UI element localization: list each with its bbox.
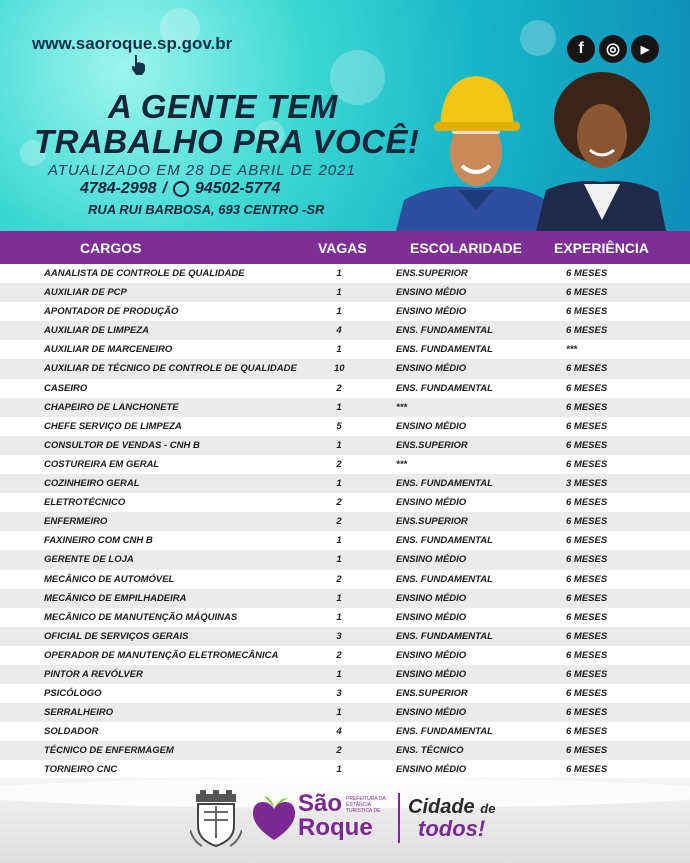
table-row xyxy=(0,493,690,512)
cell-vagas: 2 xyxy=(336,458,342,470)
cell-escolaridade: ENS. FUNDAMENTAL xyxy=(396,325,493,337)
cell-escolaridade: ENSINO MÉDIO xyxy=(396,363,467,375)
cell-escolaridade: *** xyxy=(396,401,408,413)
cell-vagas: 5 xyxy=(336,420,342,432)
slogan-todos: todos! xyxy=(418,816,486,841)
cell-escolaridade: ENS.SUPERIOR xyxy=(396,688,468,700)
cell-experiencia: 6 MESES xyxy=(566,611,608,623)
cell-vagas: 4 xyxy=(336,726,342,738)
cell-experiencia: 6 MESES xyxy=(566,420,608,432)
table-row xyxy=(0,760,690,779)
cell-escolaridade: ENSINO MÉDIO xyxy=(396,554,467,566)
cell-cargo: CONSULTOR DE VENDAS - CNH B xyxy=(44,439,200,451)
cell-cargo: AUXILIAR DE MARCENEIRO xyxy=(44,344,173,356)
cell-vagas: 2 xyxy=(336,745,342,757)
cell-experiencia: 6 MESES xyxy=(566,764,608,776)
table-row xyxy=(0,646,690,665)
footer-divider xyxy=(398,793,400,843)
cell-cargo: CHAPEIRO DE LANCHONETE xyxy=(44,401,179,413)
facebook-icon[interactable]: f xyxy=(567,35,595,63)
column-header-cargos: CARGOS xyxy=(80,240,142,256)
cell-cargo: SERRALHEIRO xyxy=(44,707,114,719)
cell-escolaridade: ENS.SUPERIOR xyxy=(396,516,468,528)
cell-cargo: MECÂNICO DE MANUTENÇÃO MÁQUINAS xyxy=(44,611,238,623)
table-row xyxy=(0,474,690,493)
cell-cargo: ELETROTÉCNICO xyxy=(44,497,126,509)
cell-cargo: AANALISTA DE CONTROLE DE QUALIDADE xyxy=(44,268,245,279)
cell-experiencia: 6 MESES xyxy=(566,592,608,604)
address: RUA RUI BARBOSA, 693 CENTRO -SR xyxy=(88,202,325,217)
footer xyxy=(0,778,690,863)
table-row xyxy=(0,340,690,359)
cell-experiencia: 6 MESES xyxy=(566,325,608,337)
cell-cargo: AUXILIAR DE LIMPEZA xyxy=(44,325,150,337)
cell-escolaridade: ENS. TÉCNICO xyxy=(396,745,464,757)
cell-vagas: 1 xyxy=(336,287,342,299)
cell-cargo: AUXILIAR DE TÉCNICO DE CONTROLE DE QUALIDADE xyxy=(44,363,297,375)
cell-cargo: ENFERMEIRO xyxy=(44,516,108,528)
column-header-vagas: VAGAS xyxy=(318,240,367,256)
cell-cargo: APONTADOR DE PRODUÇÃO xyxy=(44,306,179,318)
table-row xyxy=(0,379,690,398)
cell-vagas: 1 xyxy=(336,401,342,413)
cell-experiencia: 6 MESES xyxy=(566,516,608,528)
cell-escolaridade: ENS. FUNDAMENTAL xyxy=(396,478,493,490)
table-row xyxy=(0,417,690,436)
cell-cargo: GERENTE DE LOJA xyxy=(44,554,134,566)
cell-vagas: 2 xyxy=(336,516,342,528)
cell-escolaridade: ENSINO MÉDIO xyxy=(396,306,467,318)
cell-cargo: CHEFE SERVIÇO DE LIMPEZA xyxy=(44,420,182,432)
phone-separator: / xyxy=(162,180,167,197)
table-row xyxy=(0,512,690,531)
cell-cargo: CASEIRO xyxy=(44,382,88,394)
brand-caption: PREFEITURA DA ESTÂNCIA TURÍSTICA DE xyxy=(346,796,386,814)
table-row xyxy=(0,665,690,684)
cell-escolaridade: ENS. FUNDAMENTAL xyxy=(396,344,493,356)
cell-experiencia: 6 MESES xyxy=(566,458,608,470)
table-row xyxy=(0,359,690,378)
table-row xyxy=(0,531,690,550)
cell-escolaridade: ENSINO MÉDIO xyxy=(396,611,467,623)
cell-escolaridade: ENSINO MÉDIO xyxy=(396,420,467,432)
cell-escolaridade: ENS.SUPERIOR xyxy=(396,268,468,279)
cell-experiencia: 6 MESES xyxy=(566,573,608,585)
cell-experiencia: 6 MESES xyxy=(566,630,608,642)
workers-photo xyxy=(396,70,666,231)
updated-date: ATUALIZADO EM 28 DE ABRIL DE 2021 xyxy=(48,162,356,179)
cell-experiencia: 6 MESES xyxy=(566,363,608,375)
cell-experiencia: 6 MESES xyxy=(566,401,608,413)
cell-experiencia: 6 MESES xyxy=(566,649,608,661)
phone-number: 4784-2998 xyxy=(80,180,157,197)
table-row xyxy=(0,264,690,283)
cell-vagas: 10 xyxy=(334,363,345,375)
cell-vagas: 2 xyxy=(336,497,342,509)
cell-cargo: MECÂNICO DE EMPILHADEIRA xyxy=(44,592,187,604)
slogan-cidade: Cidade de xyxy=(408,796,496,818)
table-row xyxy=(0,722,690,741)
cell-experiencia: 6 MESES xyxy=(566,287,608,299)
sao-roque-heart-logo-icon xyxy=(250,796,298,842)
cell-escolaridade: ENSINO MÉDIO xyxy=(396,497,467,509)
cell-cargo: OPERADOR DE MANUTENÇÃO ELETROMECÂNICA xyxy=(44,649,279,661)
cell-cargo: PSICÓLOGO xyxy=(44,688,102,700)
cell-cargo: PINTOR A REVÓLVER xyxy=(44,668,143,680)
column-header-escolaridade: ESCOLARIDADE xyxy=(410,240,523,256)
cell-experiencia: 6 MESES xyxy=(566,497,608,509)
headline-line1: A GENTE TEM xyxy=(108,88,338,125)
cell-cargo: TÉCNICO DE ENFERMAGEM xyxy=(44,745,174,757)
header-banner xyxy=(0,0,690,231)
cell-vagas: 3 xyxy=(336,630,342,642)
cell-escolaridade: *** xyxy=(396,458,408,470)
cell-cargo: MECÂNICO DE AUTOMÓVEL xyxy=(44,573,175,585)
cell-experiencia: 6 MESES xyxy=(566,382,608,394)
cell-escolaridade: ENSINO MÉDIO xyxy=(396,707,467,719)
cell-vagas: 1 xyxy=(336,268,342,279)
cell-cargo: TORNEIRO CNC xyxy=(44,764,118,776)
cell-vagas: 1 xyxy=(336,668,342,680)
cell-cargo: COZINHEIRO GERAL xyxy=(44,478,140,490)
brand-name: São Roque xyxy=(298,790,373,841)
column-header-experiencia: EXPERIÊNCIA xyxy=(554,240,649,256)
table-row xyxy=(0,570,690,589)
table-row xyxy=(0,550,690,569)
cell-escolaridade: ENSINO MÉDIO xyxy=(396,649,467,661)
table-row xyxy=(0,398,690,417)
cell-vagas: 1 xyxy=(336,707,342,719)
cell-cargo: OFICIAL DE SERVIÇOS GERAIS xyxy=(44,630,189,642)
table-row xyxy=(0,302,690,321)
whatsapp-icon xyxy=(173,181,189,197)
pointer-hand-icon xyxy=(129,54,147,76)
table-row xyxy=(0,608,690,627)
cell-experiencia: *** xyxy=(566,344,578,356)
cell-escolaridade: ENS. FUNDAMENTAL xyxy=(396,535,493,547)
table-row xyxy=(0,684,690,703)
bokeh-light xyxy=(520,20,556,56)
city-coat-of-arms-icon xyxy=(190,790,242,850)
cell-vagas: 1 xyxy=(336,554,342,566)
cell-experiencia: 6 MESES xyxy=(566,439,608,451)
cell-experiencia: 6 MESES xyxy=(566,268,608,279)
cell-escolaridade: ENS. FUNDAMENTAL xyxy=(396,573,493,585)
cell-vagas: 4 xyxy=(336,325,342,337)
cell-escolaridade: ENS. FUNDAMENTAL xyxy=(396,630,493,642)
cell-escolaridade: ENS.SUPERIOR xyxy=(396,439,468,451)
instagram-icon[interactable]: ◎ xyxy=(599,35,627,63)
cell-cargo: COSTUREIRA EM GERAL xyxy=(44,458,160,470)
cell-vagas: 2 xyxy=(336,573,342,585)
table-row xyxy=(0,627,690,646)
headline-line2: TRABALHO PRA VOCÊ! xyxy=(34,123,420,160)
cell-experiencia: 6 MESES xyxy=(566,726,608,738)
table-row xyxy=(0,703,690,722)
cell-escolaridade: ENSINO MÉDIO xyxy=(396,764,467,776)
cell-vagas: 1 xyxy=(336,611,342,623)
table-row xyxy=(0,436,690,455)
cell-vagas: 1 xyxy=(336,535,342,547)
table-row xyxy=(0,741,690,760)
cell-escolaridade: ENSINO MÉDIO xyxy=(396,592,467,604)
cell-vagas: 1 xyxy=(336,306,342,318)
cell-vagas: 2 xyxy=(336,649,342,661)
cell-escolaridade: ENSINO MÉDIO xyxy=(396,287,467,299)
website-link[interactable]: www.saoroque.sp.gov.br xyxy=(32,34,233,53)
cell-vagas: 1 xyxy=(336,592,342,604)
cell-escolaridade: ENSINO MÉDIO xyxy=(396,668,467,680)
table-row xyxy=(0,283,690,302)
cell-cargo: AUXILIAR DE PCP xyxy=(44,287,127,299)
table-row xyxy=(0,589,690,608)
cell-experiencia: 6 MESES xyxy=(566,707,608,719)
table-header xyxy=(0,231,690,264)
cell-vagas: 1 xyxy=(336,344,342,356)
cell-experiencia: 6 MESES xyxy=(566,688,608,700)
cell-experiencia: 6 MESES xyxy=(566,745,608,757)
cell-experiencia: 3 MESES xyxy=(566,478,608,490)
bokeh-light xyxy=(330,50,385,105)
vacancy-table xyxy=(0,264,690,780)
cell-escolaridade: ENS. FUNDAMENTAL xyxy=(396,726,493,738)
cell-experiencia: 6 MESES xyxy=(566,535,608,547)
cell-cargo: FAXINEIRO COM CNH B xyxy=(44,535,153,547)
table-row xyxy=(0,455,690,474)
cell-vagas: 2 xyxy=(336,382,342,394)
cell-escolaridade: ENS. FUNDAMENTAL xyxy=(396,382,493,394)
contact-phones xyxy=(80,180,280,198)
cell-experiencia: 6 MESES xyxy=(566,306,608,318)
cell-experiencia: 6 MESES xyxy=(566,554,608,566)
table-row xyxy=(0,321,690,340)
cell-experiencia: 6 MESES xyxy=(566,668,608,680)
cell-vagas: 1 xyxy=(336,439,342,451)
youtube-icon[interactable]: ▶ xyxy=(631,35,659,63)
cell-cargo: SOLDADOR xyxy=(44,726,99,738)
cell-vagas: 1 xyxy=(336,764,342,776)
cell-vagas: 1 xyxy=(336,478,342,490)
cell-vagas: 3 xyxy=(336,688,342,700)
whatsapp-number: 94502-5774 xyxy=(194,180,281,197)
